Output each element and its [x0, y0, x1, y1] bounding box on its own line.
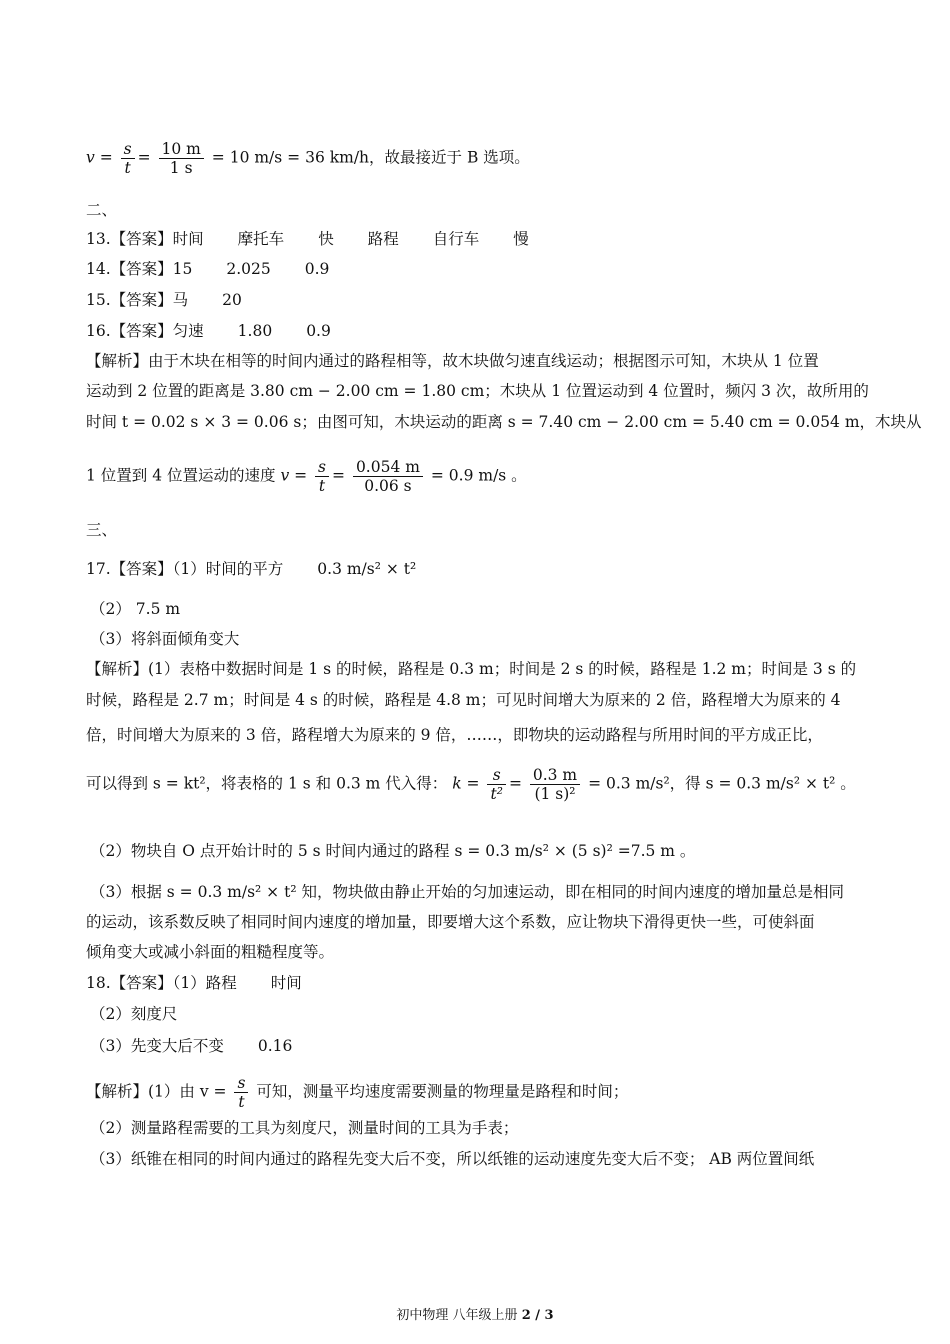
section-3-heading: 三、 [86, 521, 118, 539]
fraction-values [353, 458, 423, 495]
formula-result: = 10 m/s = 36 km/h [211, 148, 370, 167]
answer-14 [86, 259, 329, 279]
explanation-16-line-2: 运动到 2 位置的距离是 3.80 cm − 2.00 cm = 1.80 cm；木块从 1 位置运动到 4 位置时，频闪 3 次，故所用的 [86, 382, 869, 400]
speed-formula-line: v = $\frac{s}{t}$ = $\frac{10 m}{1 s}$ = 10 m/s = 36 km/h，故最接近于 B 选项。 [86, 140, 530, 177]
explanation-text: 可以得到 s = kt²，将表格的 1 s 和 0.3 m 代入得： [86, 774, 448, 793]
answer-label: 13.【答案】 [86, 230, 173, 248]
answer-label: 18.【答案】 [86, 974, 173, 992]
numerator: 0.3 m [530, 766, 580, 785]
footer-title: 初中物理 八年级上册 [396, 1308, 522, 1323]
numerator: 10 m [159, 140, 204, 159]
explanation-17-line-1: 【解析】(1）表格中数据时间是 1 s 的时候，路程是 0.3 m；时间是 2 s 的时候，路程是 1.2 m；时间是 3 s 的 [86, 660, 857, 678]
denominator: t [318, 477, 326, 495]
answer-item: 匀速 [172, 322, 204, 340]
explanation-text: 1 位置到 4 位置运动的速度 [86, 466, 281, 485]
answer-18-part-3 [90, 1036, 292, 1056]
answer-16 [86, 321, 331, 341]
explanation-16-line-4: 1 位置到 4 位置运动的速度 v = $\frac{s}{t}$ = $\frac{0.054 m}{0.06 s}$ = 0.9 m/s 。 [86, 458, 527, 495]
explanation-text: 【解析】(1）由 v = [86, 1082, 227, 1101]
explanation-17-line-6: （3）根据 s = 0.3 m/s² × t² 知，物块做由静止开始的匀加速运动，即在相同的时间内速度的增加量总是相同 [90, 883, 844, 901]
answer-13 [86, 229, 529, 249]
denominator: 0.06 s [364, 477, 412, 495]
explanation-17-line-5: （2）物块自 O 点开始计时的 5 s 时间内通过的路程 s = 0.3 m/s² × (5 s)² =7.5 m 。 [90, 842, 696, 860]
explanation-17-line-4: 可以得到 s = kt²，将表格的 1 s 和 0.3 m 代入得： k = $\frac{s}{\text{t²}}$ = $\frac{0.3 m}{\text{(1 s)²}}$ = 0.3 m/s²，得 s = 0.3 m/s² × t² 。 [86, 766, 856, 803]
explanation-text: = 0.3 m/s²，得 s = 0.3 m/s² × t² 。 [588, 774, 856, 793]
answer-item: 马 [172, 291, 189, 309]
answer-label: 16.【答案】 [86, 322, 173, 340]
explanation-18-line-1 [86, 1074, 628, 1111]
answer-17 [86, 559, 416, 579]
answer-item: 20 [222, 291, 242, 309]
denominator: (1 s)² [534, 785, 576, 803]
v-symbol: v [86, 148, 95, 167]
explanation-18-line-3: （3）纸锥在相同的时间内通过的路程先变大后不变，所以纸锥的运动速度先变大后不变； AB 两位置间纸 [90, 1150, 815, 1168]
answer-item: （1）路程 [172, 974, 237, 992]
explanation-18-line-2: （2）测量路程需要的工具为刻度尺，测量时间的工具为手表； [90, 1119, 519, 1137]
numerator: s [315, 458, 329, 477]
page-number: 2 / 3 [521, 1308, 554, 1323]
explanation-17-line-7: 的运动，该系数反映了相同时间内速度的增加量，即要增大这个系数，应让物块下滑得更快一些，可使斜面 [86, 913, 815, 931]
answer-label: 15.【答案】 [86, 291, 173, 309]
answer-item: （1）时间的平方 [172, 560, 284, 578]
answer-item: 摩托车 [237, 230, 285, 248]
explanation-16-line-3: 时间 t = 0.02 s × 3 = 0.06 s；由图可知，木块运动的距离 s = 7.40 cm − 2.00 cm = 5.40 cm = 0.054 m，木块从 [86, 413, 922, 431]
answer-item: 慢 [513, 230, 529, 248]
explanation-16-line-1: 【解析】由于木块在相等的时间内通过的路程相等，故木块做匀速直线运动；根据图示可知，木块从 1 位置 [86, 352, 819, 370]
answer-17-part-2: （2） 7.5 m [90, 600, 181, 618]
answer-item: 自行车 [432, 230, 480, 248]
explanation-17-line-2: 时候，路程是 2.7 m；时间是 4 s 的时候，路程是 4.8 m；可见时间增大为原来的 2 倍，路程增大为原来的 4 [86, 691, 841, 709]
v-symbol: v [280, 466, 290, 485]
fraction-values [159, 140, 204, 177]
answer-item: 0.16 [257, 1037, 293, 1055]
section-2-heading: 二、 [86, 201, 118, 219]
numerator: s [234, 1074, 248, 1093]
answer-item: 0.9 [306, 322, 331, 340]
answer-item: （3）先变大后不变 [90, 1037, 224, 1055]
denominator: t [238, 1093, 245, 1111]
answer-18-part-2: （2）刻度尺 [90, 1005, 178, 1023]
answer-item: 1.80 [237, 322, 273, 340]
numerator: 0.054 m [353, 458, 423, 477]
fraction-s-over-t [234, 1074, 248, 1111]
formula-tail: ，故最接近于 B 选项。 [369, 148, 530, 167]
page-footer [0, 1304, 950, 1323]
explanation-17-line-8: 倾角变大或减小斜面的粗糙程度等。 [86, 943, 335, 961]
answer-item: 快 [318, 230, 334, 248]
answer-label: 17.【答案】 [86, 560, 173, 578]
answer-item: 时间 [270, 974, 302, 992]
explanation-17-line-3: 倍，时间增大为原来的 3 倍，路程增大为原来的 9 倍，……，即物块的运动路程与所用时间的平方成正比， [86, 726, 823, 744]
denominator: t [124, 159, 131, 177]
fraction-s-over-t2 [487, 766, 505, 803]
fraction-values [530, 766, 580, 803]
numerator: s [487, 766, 505, 785]
answer-item: 0.9 [304, 260, 330, 278]
answer-item: 15 [172, 260, 193, 278]
answer-label: 14.【答案】 [86, 260, 173, 278]
explanation-text: 可知，测量平均速度需要测量的物理量是路程和时间； [256, 1082, 629, 1101]
k-symbol: k = [452, 774, 480, 793]
answer-15 [86, 290, 242, 310]
fraction-s-over-t [121, 140, 135, 177]
answer-item: 0.3 m/s² × t² [317, 560, 417, 578]
numerator: s [121, 140, 135, 159]
fraction-s-over-t [315, 458, 329, 495]
answer-18 [86, 973, 302, 993]
explanation-text: = 0.9 m/s 。 [430, 466, 527, 485]
answer-17-part-3: （3）将斜面倾角变大 [90, 630, 240, 648]
denominator: 1 s [169, 159, 193, 177]
answer-item: 路程 [367, 230, 399, 248]
denominator: t² [490, 785, 503, 803]
answer-item: 2.025 [226, 260, 271, 278]
answer-item: 时间 [172, 230, 204, 248]
